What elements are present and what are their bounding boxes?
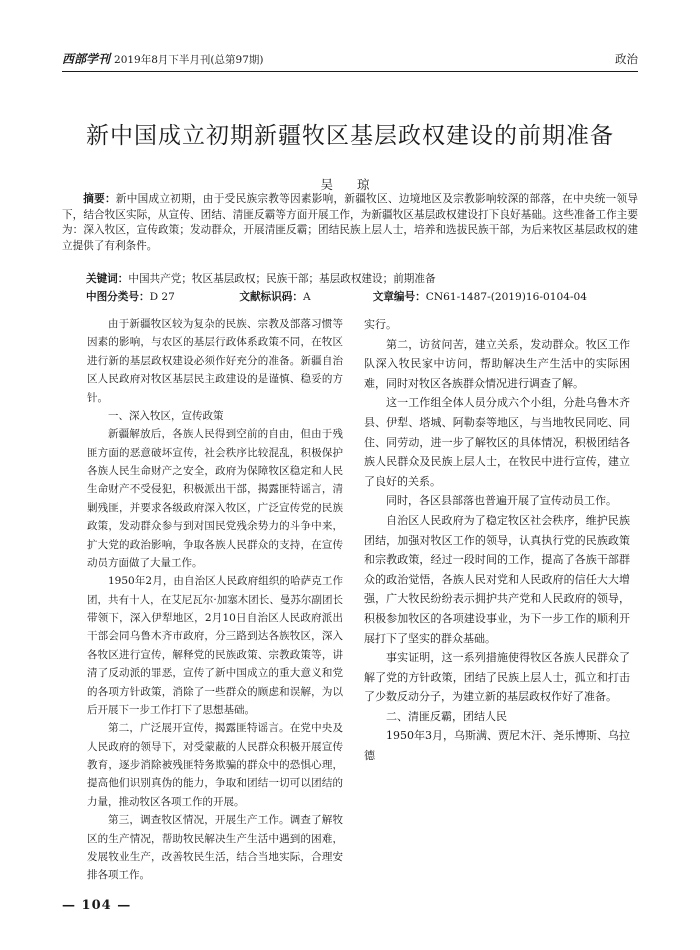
abstract xyxy=(62,192,638,254)
keywords-text: 中国共产党；牧区基层政权；民族干部；基层政权建设；前期准备 xyxy=(128,273,436,285)
doc-code-value: A xyxy=(302,291,311,303)
journal-name: 西部学刊 xyxy=(62,52,111,66)
keywords-label: 关键词： xyxy=(86,273,129,285)
body-column-right xyxy=(364,315,630,766)
issue-info: 2019年8月下半月刊(总第97期) xyxy=(114,54,264,66)
section-name: 政治 xyxy=(615,52,638,66)
body-paragraph: 实行。 xyxy=(364,318,397,331)
article-no-label: 文章编号： xyxy=(372,291,426,303)
body-paragraph: 第三，调查牧区情况，开展生产工作。调查了解牧区的生产情况，帮助牧民解决生产生活中遇到的困难，发展牧业生产，改善牧民生活，结合当地实际，合理安排各项工作。 xyxy=(87,814,343,882)
article-title: 新中国成立初期新疆牧区基层政权建设的前期准备 xyxy=(86,123,614,149)
body-paragraph: 1950年3月，乌斯满、贾尼木汗、尧乐博斯、乌拉德 xyxy=(364,729,630,763)
body-paragraph: 事实证明，这一系列措施使得牧区各族人民群众了解了党的方针政策，团结了民族上层人士，孤立和打击了少数反动分子，为建立新的基层政权作好了准备。 xyxy=(364,651,630,704)
body-paragraph: 自治区人民政府为了稳定牧区社会秩序，维护民族团结，加强对牧区工作的领导，认真执行党的民族政策和宗教政策，经过一段时间的工作，提高了各族干部群众的政治觉悟，各族人民对党和人民政府的信任大大增强，广大牧民纷纷表示拥护共产党和人民政府的领导，积极参加牧区的各项建设事业，为下一步工作的顺利开展打下了坚实的群众基础。 xyxy=(364,513,630,645)
clc-label: 中图分类号： xyxy=(86,291,150,303)
article-no-value: CN61-1487-(2019)16-0104-04 xyxy=(425,291,587,303)
body-paragraph: 由于新疆牧区较为复杂的民族、宗教及部落习惯等因素的影响，与农区的基层行政体系政策不同，在牧区进行新的基层政权建设必须作好充分的准备。新疆自治区人民政府对牧区基层民主政建设的是谨慎、稳妥的方针。 xyxy=(87,318,343,404)
section-heading: 二、清匪反霸，团结人民 xyxy=(386,709,507,723)
journal-citation xyxy=(62,50,263,69)
body-paragraph: 1950年2月，由自治区人民政府组织的哈萨克工作团，共有十人，在艾尼瓦尔·加塞木团长、曼苏尔副团长带领下，深入伊犁地区，2月10日自治区人民政府派出干部会同乌鲁木齐市政府，分三路到达各族牧区，深入各牧区进行宣传，解释党的民族政策、宗教政策等，讲清了反动派的罪恶，宣传了新中国成立的重大意义和党的各项方针政策，消除了一些群众的顾虑和误解，为以后开展下一步工作打下了思想基础。 xyxy=(87,575,343,716)
body-paragraph: 第二，广泛展开宣传，揭露匪特谣言。在党中央及人民政府的领导下，对受蒙蔽的人民群众积极开展宣传教育，逐步消除被残匪特务欺骗的群众中的恐惧心理，提高他们识别真伪的能力，争取和团结一切可以团结的力量，推动牧区各项工作的开展。 xyxy=(87,722,343,808)
article-author: 吴 琼 xyxy=(320,177,380,192)
header-rule xyxy=(62,71,638,72)
document-code xyxy=(239,290,369,306)
abstract-text: 新中国成立初期，由于受民族宗教等因素影响，新疆牧区、边境地区及宗教影响较深的部落，在中央统一领导下，结合牧区实际，从宣传、团结、清匪反霸等方面开展工作，为新疆牧区基层政权建设打下良好基础。这些准备工作主要为：深入牧区，宣传政策；发动群众，开展清匪反霸；团结民族上层人士，培养和选拔民族干部，为后来牧区基层政权的建立提供了有利条件。 xyxy=(62,193,638,252)
body-paragraph: 第二，访贫问苦，建立关系，发动群众。牧区工作队深入牧民家中访问，帮助解决生产生活中的实际困难，同时对牧区各族群众情况进行调查了解。 xyxy=(364,337,630,390)
keywords xyxy=(86,272,638,288)
page-number: — 104 — xyxy=(62,898,132,913)
body-paragraph: 这一工作组全体人员分成六个小组，分赴乌鲁木齐县、伊犁、塔城、阿勒泰等地区，与当地牧民同吃、同住、同劳动，进一步了解牧区的具体情况，积极团结各族人民群众及民族上层人士，在牧民中进行宣传，建立了良好的关系。 xyxy=(364,396,630,488)
body-paragraph: 新疆解放后，各族人民得到空前的自由，但由于残匪方面的恶意破坏宣传，社会秩序比较混乱，积极保护各族人民生命财产之安全，政府为保障牧区稳定和人民生命财产不受侵犯，积极派出干部，揭露匪特谣言，清剿残匪，并要求各级政府深入牧区，广泛宣传党的民族政策，发动群众参与到对国民党残余势力的斗争中来，扩大党的政治影响，争取各族人民群众的支持，在宣传动员方面做了大量工作。 xyxy=(87,428,343,569)
clc-value: D 27 xyxy=(149,291,175,303)
abstract-label: 摘要： xyxy=(83,193,116,205)
running-header xyxy=(62,50,638,68)
clc-number xyxy=(86,290,236,306)
doc-code-label: 文献标识码： xyxy=(239,291,303,303)
section-heading: 一、深入牧区，宣传政策 xyxy=(108,409,224,422)
classification-line xyxy=(86,290,638,306)
article-number xyxy=(373,290,587,306)
body-paragraph: 同时，各区县部落也普遍开展了宣传动员工作。 xyxy=(386,494,617,508)
body-column-left xyxy=(87,315,343,885)
